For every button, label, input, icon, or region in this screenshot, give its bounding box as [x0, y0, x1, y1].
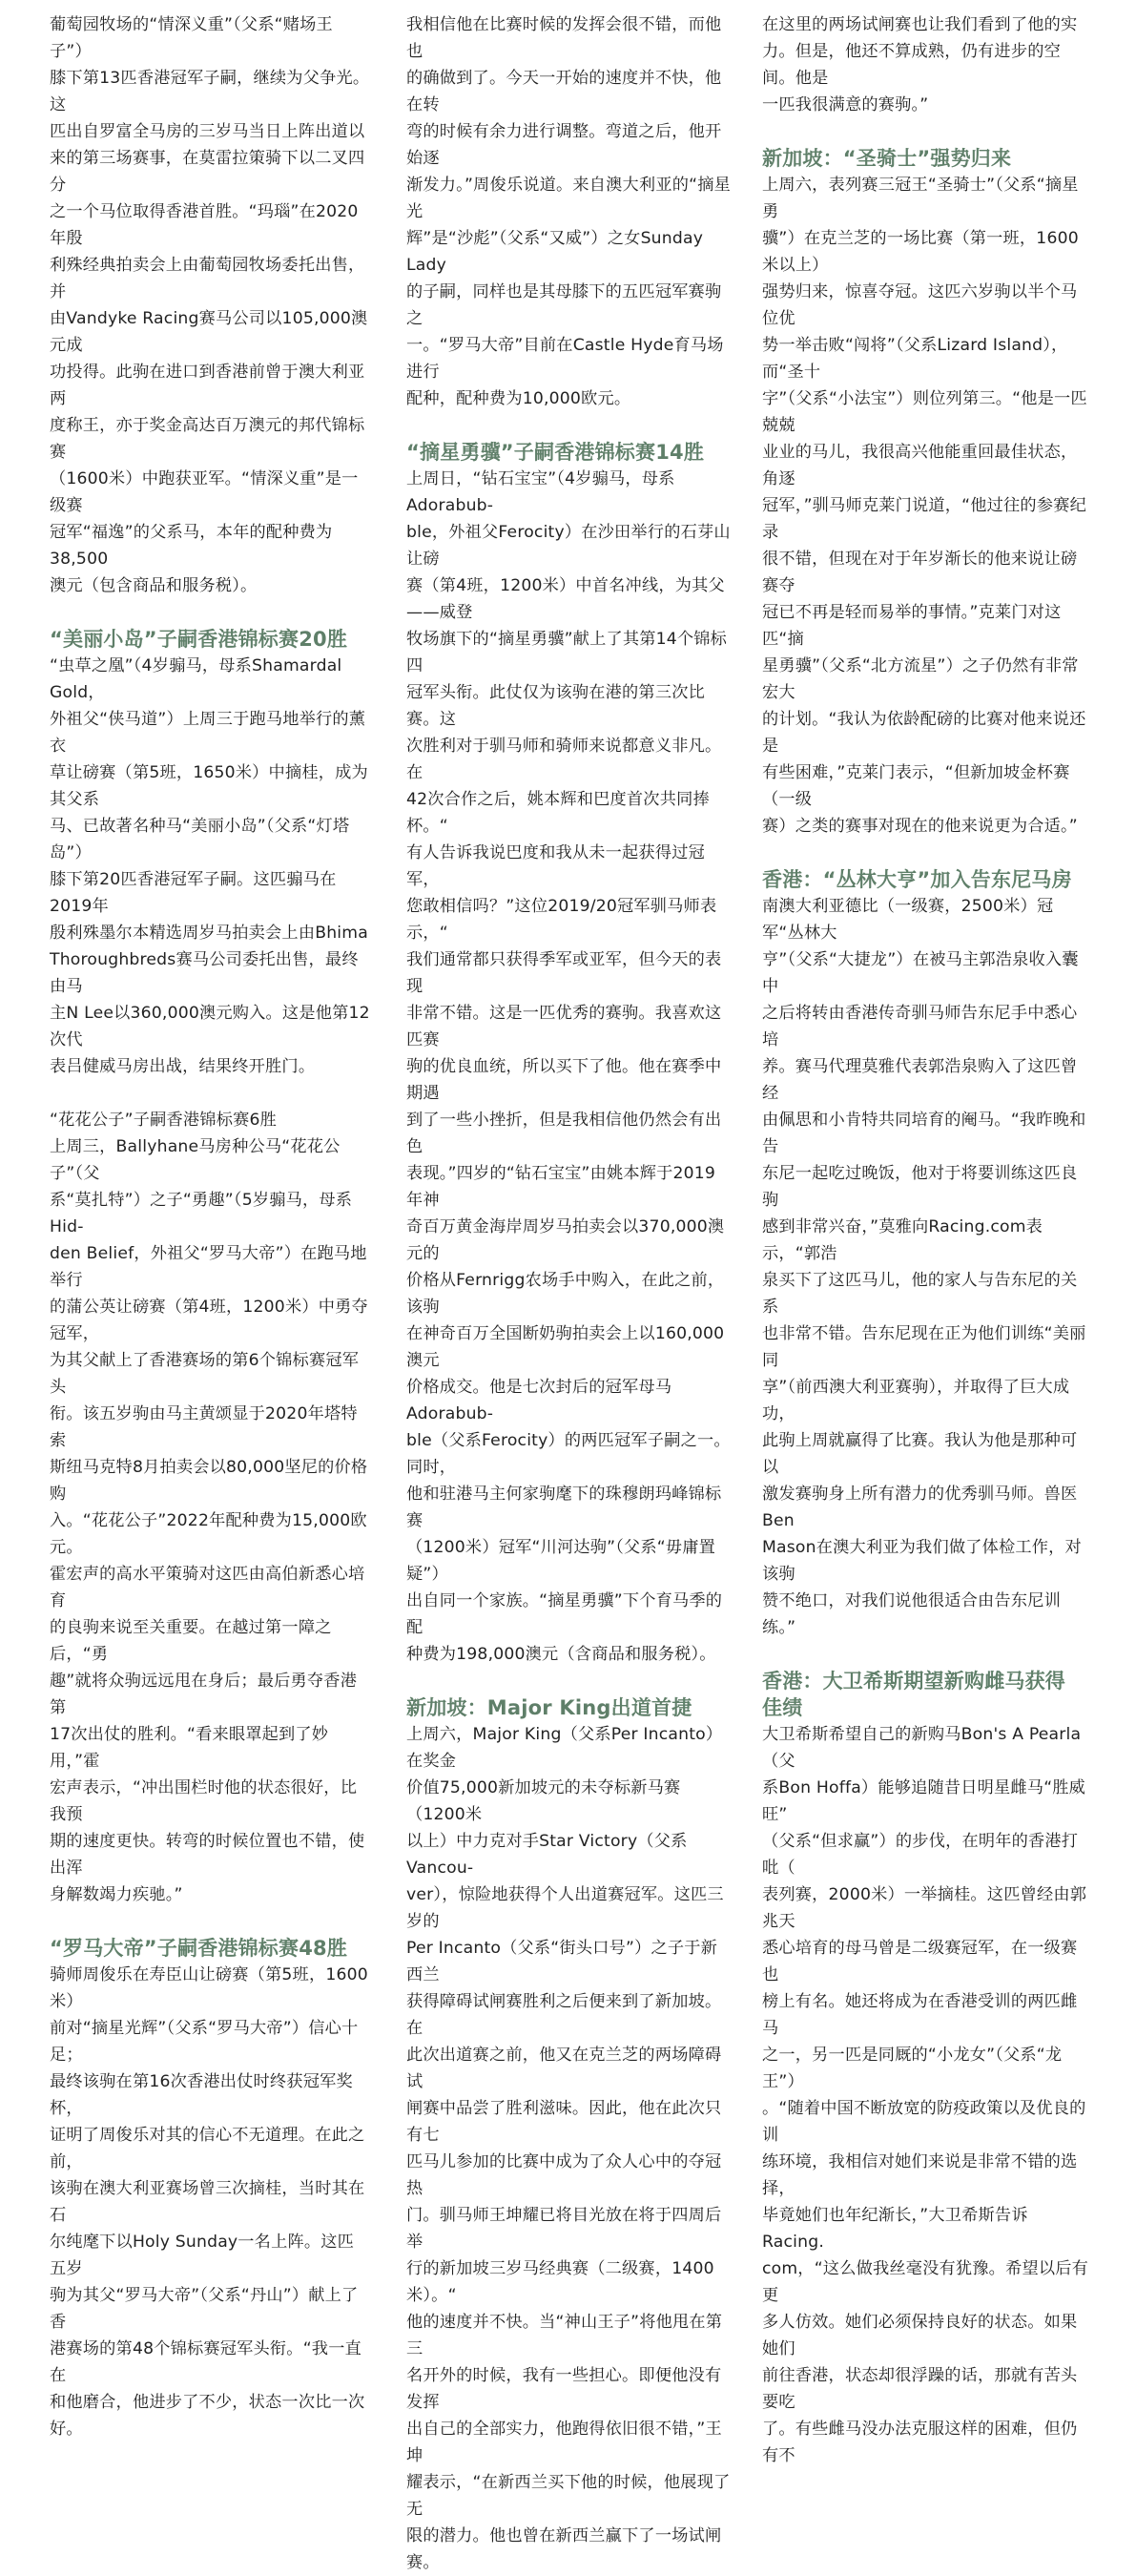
- column-1: [50, 11, 370, 2442]
- article-paragraph: 葡萄园牧场的“情深义重”（父系“赌场王子”） 膝下第13匹香港冠军子嗣，继续为父争光。这 匹出自罗富全马房的三岁马当日上阵出道以 来的第三场赛事，在莫雷拉策骑下以二叉四分 之一个马位取得香港首胜。“玛瑙”在2020年殷 利殊经典拍卖会上由葡萄园牧场委托出售，并 由Vandyke Racing赛马公司以105,000澳元成 功投得。此驹在进口到香港前曾于澳大利亚两 度称王，亦于奖金高达百万澳元的邦代锦标赛 （1600米）中跑获亚军。“情深义重”是一级赛 冠军“福逸”的父系马，本年的配种费为38,500 澳元（包含商品和服务税）。: [50, 15, 370, 595]
- section-heading: 香港：“丛林大亨”加入告东尼马房: [762, 868, 1072, 891]
- article-paragraph: 我相信他在比赛时候的发挥会很不错，而他也 的确做到了。今天一开始的速度并不快，他在转 弯的时候有余力进行调整。弯道之后，他开始逐 渐发力。”周俊乐说道。来自澳大利亚的“摘星光 辉”是“沙彪”（父系“又威”）之女Sunday Lady 的子嗣，同样也是其母膝下的五匹冠军赛驹之 一。“罗马大帝”目前在Castle Hyde育马场进行 配种，配种费为10,000欧元。: [406, 15, 731, 408]
- article-paragraph: 上周日，“钻石宝宝”（4岁骟马，母系Adorabub- ble，外祖父Ferocity）在沙田举行的石芽山让磅 赛（第4班，1200米）中首名冲线，为其父——威登 牧场旗下的“摘星勇骥”献上了其第14个锦标四 冠军头衔。此仗仅为该驹在港的第三次比赛。这 次胜利对于驯马师和骑师来说都意义非凡。在 42次合作之后，姚本辉和巴度首次共同捧杯。“ 有人告诉我说巴度和我从未一起获得过冠军， 您敢相信吗？”这位2019/20冠军驯马师表示，“ 我们通常都只获得季军或亚军，但今天的表现 非常不错。这是一匹优秀的赛驹。我喜欢这匹赛 驹的优良血统，所以买下了他。他在赛季中期遇 到了一些小挫折，但是我相信他仍然会有出色 表现。”四岁的“钻石宝宝”由姚本辉于2019年神 奇百万黄金海岸周岁马拍卖会以370,000澳元的 价格从Fernrigg农场手中购入，在此之前，该驹 在神奇百万全国断奶驹拍卖会上以160,000澳元 价格成交。他是七次封后的冠军母马Adorabub- ble（父系Ferocity）的两匹冠军子嗣之一。同时， 他和驻港马主何家驹麾下的珠穆朗玛峰锦标赛 （1200米）冠军“川河达驹”（父系“毋庸置疑”） 出自同一个家族。“摘星勇骥”下个育马季的配 种费为198,000澳元（含商品和服务税）。: [406, 469, 731, 1664]
- section-heading: 香港：大卫希斯期望新购雌马获得 佳绩: [762, 1670, 1065, 1719]
- section-heading: 新加坡：“圣骑士”强势归来: [762, 147, 1012, 170]
- article-paragraph: 大卫希斯希望自己的新购马Bon's A Pearla（父 系Bon Hoffa）能够追随昔日明星雌马“胜威旺” （父系“但求赢”）的步伐，在明年的香港打吡（ 表列赛，2000米）一举摘桂。这匹曾经由郭兆天 悉心培育的母马曾是二级赛冠军，在一级赛也 榜上有名。她还将成为在香港受训的两匹雌马 之一，另一匹是同厩的“小龙女”（父系“龙王”） 。“随着中国不断放宽的防疫政策以及优良的训 练环境，我相信对她们来说是非常不错的选择， 毕竟她们也年纪渐长，”大卫希斯告诉Racing. com，“这么做我丝毫没有犹豫。希望以后有更 多人仿效。她们必须保持良好的状态。如果她们 前往香港，状态却很浮躁的话，那就有苦头要吃 了。有些雌马没办法克服这样的困难，但仍有不: [762, 1725, 1089, 2465]
- article-paragraph: 上周六，表列赛三冠王“圣骑士”（父系“摘星勇 骥”）在克兰芝的一场比赛（第一班，1600米以上） 强势归来，惊喜夺冠。这匹六岁驹以半个马位优 势一举击败“闯将”（父系Lizard Island），而“圣十 字”（父系“小法宝”）则位列第三。“他是一匹兢兢 业业的马儿，我很高兴他能重回最佳状态，角逐 冠军，”驯马师克莱门说道，“他过往的参赛纪录 很不错，但现在对于年岁渐长的他来说让磅赛夺 冠已不再是轻而易举的事情。”克莱门对这匹“摘 星勇骥”（父系“北方流星”）之子仍然有非常宏大 的计划。“我认为依龄配磅的比赛对他来说还是 有些困难，”克莱门表示，“但新加坡金杯赛（一级 赛）之类的赛事对现在的他来说更为合适。”: [762, 176, 1087, 836]
- section-heading: 新加坡：Major King出道首捷: [406, 1696, 692, 1719]
- article-paragraph: 南澳大利亚德比（一级赛，2500米）冠军“丛林大 亨”（父系“大捷龙”）在被马主郭浩泉收入囊中 之后将转由香港传奇驯马师告东尼手中悉心培 养。赛马代理莫雅代表郭浩泉购入了这匹曾经 由佩思和小肯特共同培育的阉马。“我昨晚和告 东尼一起吃过晚饭，他对于将要训练这匹良驹 感到非常兴奋，”莫雅向Racing.com表示，“郭浩 泉买下了这匹马儿，他的家人与告东尼的关系 也非常不错。告东尼现在正为他们训练“美丽同 享”（前西澳大利亚赛驹），并取得了巨大成功， 此驹上周就赢得了比赛。我认为他是那种可以 激发赛驹身上所有潜力的优秀驯马师。兽医Ben Mason在澳大利亚为我们做了体检工作，对该驹 赞不绝口，对我们说他很适合由告东尼训练。”: [762, 897, 1086, 1637]
- article-paragraph: 骑师周俊乐在寿臣山让磅赛（第5班，1600米） 前对“摘星光辉”（父系“罗马大帝”）信心十足； 最终该驹在第16次香港出仗时终获冠军奖杯， 证明了周俊乐对其的信心不无道理。在此之前， 该驹在澳大利亚赛场曾三次摘桂，当时其在石 尔纯麾下以Holy Sunday一名上阵。这匹五岁 驹为其父“罗马大帝”（父系“丹山”）献上了香 港赛场的第48个锦标赛冠军头衔。“我一直在 和他磨合，他进步了不少，状态一次比一次好。: [50, 1965, 368, 2439]
- section-subheading: “花花公子”子嗣香港锦标赛6胜: [50, 1111, 277, 1130]
- article-paragraph: 上周六，Major King（父系Per Incanto）在奖金 价值75,000新加坡元的未夺标新马赛（1200米 以上）中力克对手Star Victory（父系Vancou- ver），惊险地获得个人出道赛冠军。这匹三岁的 Per Incanto（父系“街头口号”）之子于新西兰 获得障碍试闸赛胜利之后便来到了新加坡。在 此次出道赛之前，他又在克兰芝的两场障碍试 闸赛中品尝了胜利滋味。因此，他在此次只有七 匹马儿参加的比赛中成为了众人心中的夺冠热 门。驯马师王坤耀已将目光放在将于四周后举 行的新加坡三岁马经典赛（二级赛，1400米）。“ 他的速度并不快。当“神山王子”将他甩在第三 名开外的时候，我有一些担心。即便他没有发挥 出自己的全部实力，他跑得依旧很不错，”王坤 耀表示，“在新西兰买下他的时候，他展现了无 限的潜力。他也曾在新西兰赢下了一场试闸赛。: [406, 1725, 731, 2572]
- section-heading: “摘星勇骥”子嗣香港锦标赛14胜: [406, 441, 705, 464]
- column-2: [406, 11, 731, 2576]
- column-3: [762, 11, 1088, 2469]
- article-paragraph: 在这里的两场试闸赛也让我们看到了他的实 力。但是，他还不算成熟，仍有进步的空间。他是 一匹我很满意的赛驹。”: [762, 15, 1078, 114]
- section-heading: “美丽小岛”子嗣香港锦标赛20胜: [50, 628, 348, 651]
- article-paragraph: 上周三，Ballyhane马房种公马“花花公子”（父 系“莫扎特”）之子“勇趣”（5岁骟马，母系Hid- den Belief，外祖父“罗马大帝”）在跑马地举行 的蒲公英让磅赛（第4班，1200米）中勇夺冠军， 为其父献上了香港赛场的第6个锦标赛冠军头 衔。该五岁驹由马主黄颂显于2020年塔特索 斯纽马克特8月拍卖会以80,000坚尼的价格购 入。“花花公子”2022年配种费为15,000欧元。 霍宏声的高水平策骑对这匹由高伯新悉心培育 的良驹来说至关重要。在越过第一障之后，“勇 趣”就将众驹远远甩在身后；最后勇夺香港第 17次出仗的胜利。“看来眼罩起到了妙用，”霍 宏声表示，“冲出围栏时他的状态很好，比我预 期的速度更快。转弯的时候位置也不错，使出浑 身解数竭力疾驰。”: [50, 1137, 368, 1904]
- section-heading: “罗马大帝”子嗣香港锦标赛48胜: [50, 1937, 348, 1960]
- article-paragraph: “虫草之凰”（4岁骟马，母系Shamardal Gold， 外祖父“侠马道”）上周三于跑马地举行的薰衣 草让磅赛（第5班，1650米）中摘桂，成为其父系 马、已故著名种马“美丽小岛”（父系“灯塔岛”） 膝下第20匹香港冠军子嗣。这匹骟马在2019年 殷利殊墨尔本精选周岁马拍卖会上由Bhima Thoroughbreds赛马公司委托出售，最终由马 主N Lee以360,000澳元购入。这是他第12次代 表吕健威马房出战，结果终开胜门。: [50, 656, 370, 1076]
